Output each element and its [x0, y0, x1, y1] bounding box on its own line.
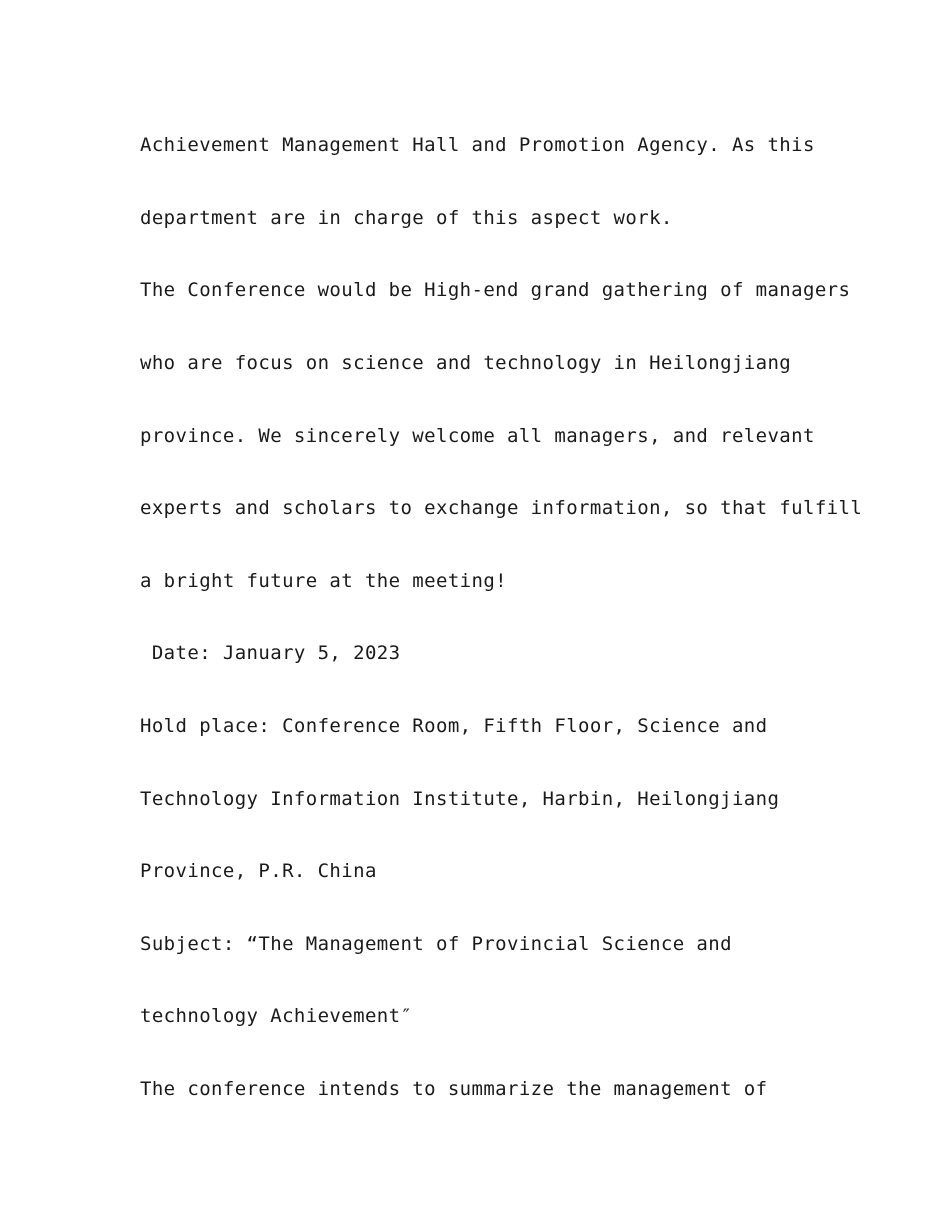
paragraph-line: a bright future at the meeting! [140, 570, 508, 592]
paragraph-line: province. We sincerely welcome all managers, and relevant [140, 425, 815, 447]
paragraph-line: The Conference would be High-end grand gathering of managers [140, 279, 851, 301]
date-line: Date: January 5, 2023 [140, 642, 401, 664]
paragraph-line: The conference intends to summarize the management of [140, 1078, 768, 1100]
hold-place-line: Province, P.R. China [140, 860, 377, 882]
subject-line: technology Achievement″ [140, 1005, 413, 1027]
paragraph-line: Achievement Management Hall and Promotion Agency. As this [140, 134, 815, 156]
hold-place-line: Technology Information Institute, Harbin, Heilongjiang [140, 788, 780, 810]
hold-place-line: Hold place: Conference Room, Fifth Floor, Science and [140, 715, 768, 737]
paragraph-line: department are in charge of this aspect work. [140, 207, 673, 229]
subject-line: Subject: “The Management of Provincial Science and [140, 933, 732, 955]
paragraph-line: who are focus on science and technology in Heilongjiang [140, 352, 792, 374]
paragraph-line: experts and scholars to exchange information, so that fulfill [140, 497, 863, 519]
